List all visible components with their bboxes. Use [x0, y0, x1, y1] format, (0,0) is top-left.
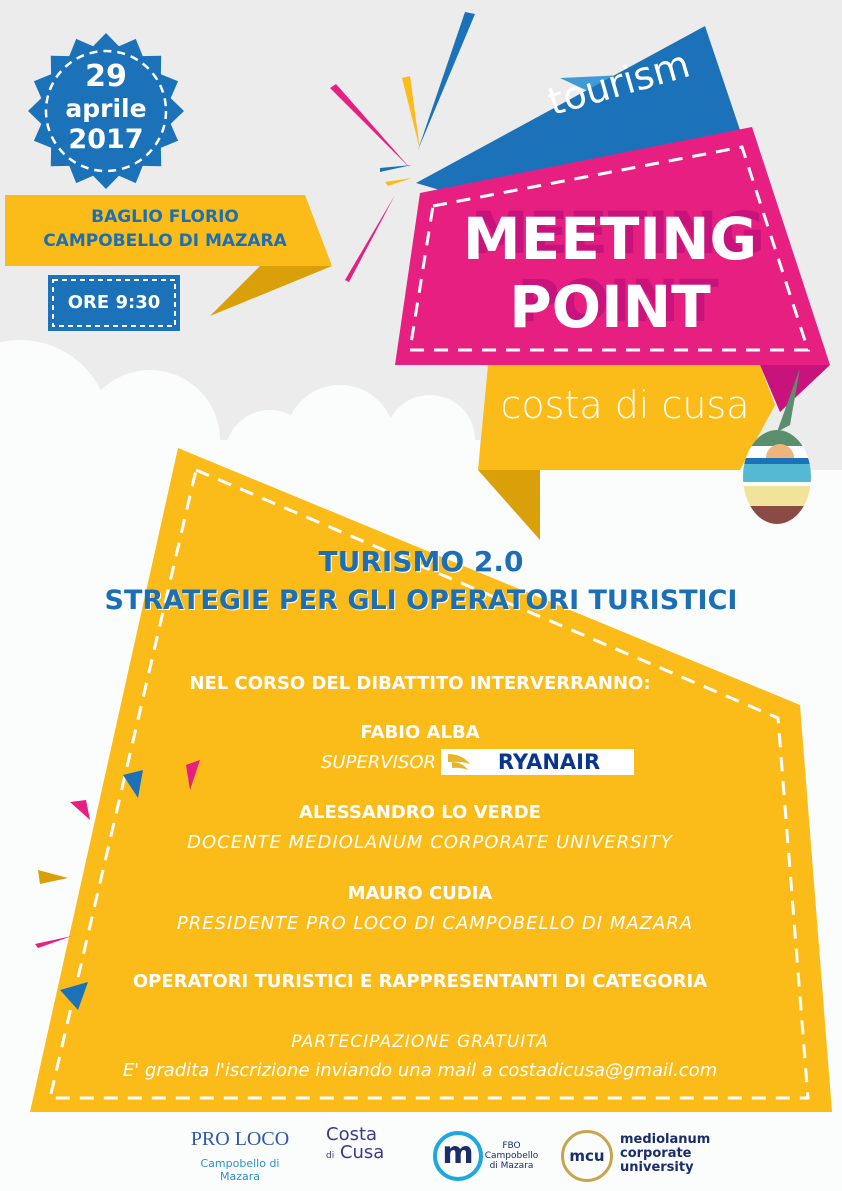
venue-line2: CAMPOBELLO DI MAZARA	[43, 231, 287, 251]
registration-text: E' gradita l'iscrizione inviando una mail a costadicusa@gmail.com	[122, 1060, 718, 1081]
ryanair-logo: RYANAIR	[497, 750, 601, 774]
costa-logo-line3: Cusa	[339, 1142, 385, 1163]
headline-line1: TURISMO 2.0	[318, 545, 524, 578]
date-day: 29	[85, 59, 127, 94]
mcu-text	[620, 1133, 710, 1175]
speaker-name: FABIO ALBA	[360, 722, 480, 743]
mcu-line3: university	[620, 1160, 694, 1175]
headline-line2: STRATEGIE PER GLI OPERATORI TURISTICI	[104, 585, 738, 616]
title-meeting: MEETING	[462, 205, 758, 273]
fbo-line2: Campobello	[484, 1151, 539, 1161]
mcu-logo-icon	[561, 1130, 613, 1182]
intro-text: NEL CORSO DEL DIBATTITO INTERVERRANNO:	[189, 673, 651, 694]
date-year: 2017	[68, 124, 144, 155]
proloco-name: PRO LOCO	[190, 1128, 290, 1150]
tourism-label: tourism	[542, 41, 695, 124]
proloco-place: Campobello di Mazara	[200, 1157, 280, 1183]
fbo-letter: m	[442, 1136, 474, 1171]
proloco-logo	[180, 1128, 300, 1183]
speaker-role: SUPERVISOR	[320, 752, 436, 773]
speaker-role: PRESIDENTE PRO LOCO DI CAMPOBELLO DI MAZARA	[176, 913, 694, 934]
speaker-role: DOCENTE MEDIOLANUM CORPORATE UNIVERSITY	[187, 832, 673, 853]
fbo-line1: FBO	[502, 1141, 521, 1151]
free-participation: PARTECIPAZIONE GRATUITA	[291, 1032, 549, 1052]
fbo-line3: di Mazara	[489, 1161, 534, 1171]
title-point: POINT	[509, 273, 711, 341]
speaker-name: ALESSANDRO LO VERDE	[299, 802, 541, 823]
venue-line1: BAGLIO FLORIO	[91, 207, 239, 227]
costa-logo-line2: di	[326, 1151, 335, 1161]
fbo-text	[484, 1141, 539, 1171]
costa-di-cusa-logo	[326, 1126, 406, 1165]
mcu-line1: mediolanum	[620, 1132, 711, 1147]
time-label: ORE 9:30	[67, 292, 161, 313]
speaker-name: MAURO CUDIA	[347, 883, 493, 904]
fbo-logo-icon	[433, 1131, 483, 1181]
subtitle-costa-di-cusa: costa di cusa	[500, 383, 750, 427]
others-text: OPERATORI TURISTICI E RAPPRESENTANTI DI CATEGORIA	[132, 971, 708, 992]
mcu-abbr: mcu	[569, 1147, 605, 1165]
mcu-line2: corporate	[620, 1146, 692, 1161]
costa-logo-line1: Costa	[326, 1124, 378, 1145]
date-month: aprile	[65, 94, 147, 123]
